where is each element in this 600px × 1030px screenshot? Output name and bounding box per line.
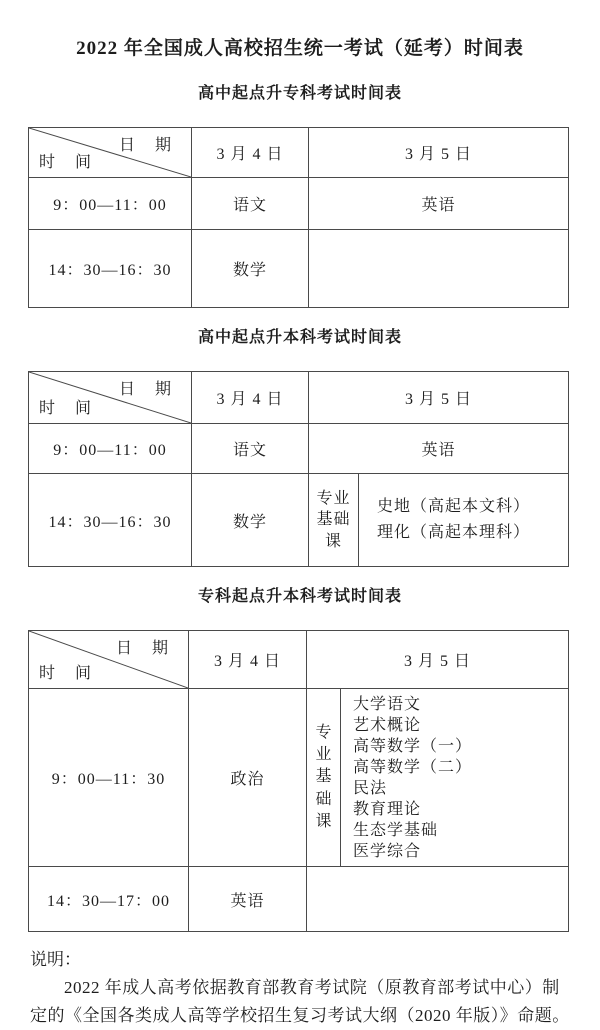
corner-time-label: 时 间 <box>39 154 100 171</box>
note-label: 说明： <box>30 950 81 969</box>
corner-cell <box>29 372 192 424</box>
time-cell: 9：00—11：30 <box>29 689 189 867</box>
table-row <box>29 178 569 230</box>
date-header-day2: 3 月 5 日 <box>309 128 569 178</box>
subject-line: 史地（高起本文科） <box>377 498 531 515</box>
table-row <box>29 474 569 567</box>
corner-date-label: 日 期 <box>118 137 179 154</box>
subject-line: 高等数学（一） <box>353 737 473 755</box>
table-row <box>29 867 569 932</box>
subject-line: 民法 <box>353 779 388 797</box>
notes-section <box>30 946 570 1030</box>
table-row <box>29 631 569 689</box>
subject-cell: 英语 <box>309 178 569 230</box>
course-group-label: 专业基础课 <box>316 489 351 550</box>
table-row <box>29 689 569 867</box>
time-cell: 14：30—17：00 <box>29 867 189 932</box>
time-cell: 14：30—16：30 <box>29 230 192 308</box>
exam-table-2 <box>28 371 569 567</box>
table-row <box>29 230 569 308</box>
subject-cell: 数学 <box>192 230 309 308</box>
subject-line: 生态学基础 <box>353 821 439 839</box>
date-header-day1: 3 月 4 日 <box>192 128 309 178</box>
course-group-label: 专业基础课 <box>315 723 332 831</box>
table2-subtitle: 高中起点升本科考试时间表 <box>197 329 402 346</box>
page-title: 2022 年全国成人高校招生统一考试（延考）时间表 <box>76 38 524 59</box>
table1-subtitle: 高中起点升专科考试时间表 <box>197 85 402 102</box>
subject-cell: 政治 <box>189 689 307 867</box>
subject-line: 教育理论 <box>353 800 422 818</box>
subject-line: 高等数学（二） <box>353 758 473 776</box>
exam-table-1 <box>28 127 569 308</box>
time-cell: 14：30—16：30 <box>29 474 192 567</box>
subject-cell: 语文 <box>192 424 309 474</box>
subject-line: 大学语文 <box>353 695 422 713</box>
subject-cell-empty <box>307 867 569 932</box>
date-header-day1: 3 月 4 日 <box>189 631 307 689</box>
corner-time-label: 时 间 <box>39 400 100 417</box>
subject-line: 艺术概论 <box>353 716 422 734</box>
table-row <box>29 424 569 474</box>
exam-table-3 <box>28 630 569 932</box>
subject-line: 理化（高起本理科） <box>377 524 531 541</box>
corner-cell <box>29 128 192 178</box>
table-row <box>29 128 569 178</box>
date-header-day2: 3 月 5 日 <box>307 631 569 689</box>
subject-cell-empty <box>309 230 569 308</box>
course-group-cell <box>309 474 359 567</box>
time-cell: 9：00—11：00 <box>29 178 192 230</box>
course-group-cell <box>307 689 341 867</box>
corner-cell <box>29 631 189 689</box>
note-paragraph: 2022 年成人高考依据教育部教育考试院（原教育部考试中心）制定的《全国各类成人高等学校招生复习考试大纲（2020 年版）》命题。 <box>30 978 570 1025</box>
corner-date-label: 日 期 <box>118 381 179 398</box>
subject-cell: 数学 <box>192 474 309 567</box>
subject-list-cell <box>359 474 569 567</box>
subject-line: 医学综合 <box>353 842 422 860</box>
date-header-day1: 3 月 4 日 <box>192 372 309 424</box>
table-row <box>29 372 569 424</box>
subject-cell: 英语 <box>309 424 569 474</box>
table3-subtitle: 专科起点升本科考试时间表 <box>197 588 402 605</box>
time-cell: 9：00—11：00 <box>29 424 192 474</box>
subject-cell: 语文 <box>192 178 309 230</box>
date-header-day2: 3 月 5 日 <box>309 372 569 424</box>
subject-list-cell <box>341 689 569 867</box>
subject-cell: 英语 <box>189 867 307 932</box>
corner-time-label: 时 间 <box>39 665 100 682</box>
corner-date-label: 日 期 <box>115 640 176 657</box>
